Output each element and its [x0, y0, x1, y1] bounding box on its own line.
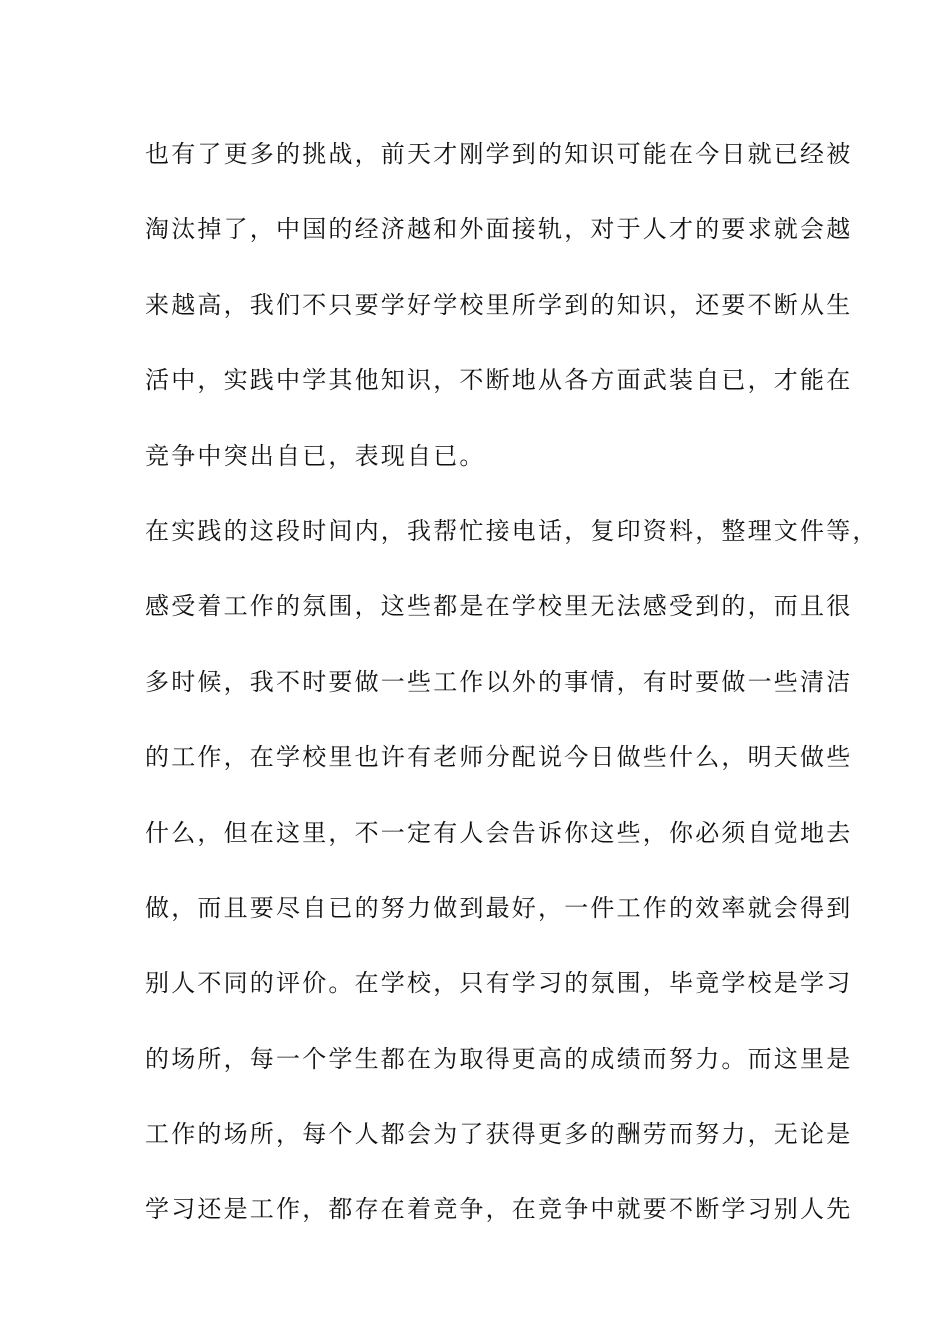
text-line: 在实践的这段时间内，我帮忙接电话，复印资料，整理文件等，	[145, 516, 879, 545]
text-line: 别人不同的评价。在学校，只有学习的氛围，毕竟学校是学习	[145, 969, 853, 998]
text-line: 学习还是工作，都存在着竞争，在竞争中就要不断学习别人先	[145, 1195, 853, 1224]
text-line: 也有了更多的挑战，前天才刚学到的知识可能在今日就已经被	[145, 140, 853, 168]
text-line: 的场所，每一个学生都在为取得更高的成绩而努力。而这里是	[145, 1044, 853, 1073]
text-line: 什么，但在这里，不一定有人会告诉你这些，你必须自觉地去	[145, 818, 853, 847]
text-line: 感受着工作的氛围，这些都是在学校里无法感受到的，而且很	[145, 592, 853, 621]
text-line: 的工作，在学校里也许有老师分配说今日做些什么，明天做些	[145, 743, 853, 772]
text-line: 竞争中突出自已，表现自已。	[145, 441, 486, 470]
text-line: 工作的场所，每个人都会为了获得更多的酬劳而努力，无论是	[145, 1120, 853, 1149]
text-line: 活中，实践中学其他知识，不断地从各方面武装自已，才能在	[145, 366, 853, 395]
text-line: 淘汰掉了，中国的经济越和外面接轨，对于人才的要求就会越	[145, 215, 853, 244]
text-line: 多时候，我不时要做一些工作以外的事情，有时要做一些清洁	[145, 667, 853, 696]
document-body	[145, 134, 879, 1265]
text-line: 做，而且要尽自已的努力做到最好，一件工作的效率就会得到	[145, 893, 853, 922]
text-line: 来越高，我们不只要学好学校里所学到的知识，还要不断从生	[145, 290, 853, 319]
